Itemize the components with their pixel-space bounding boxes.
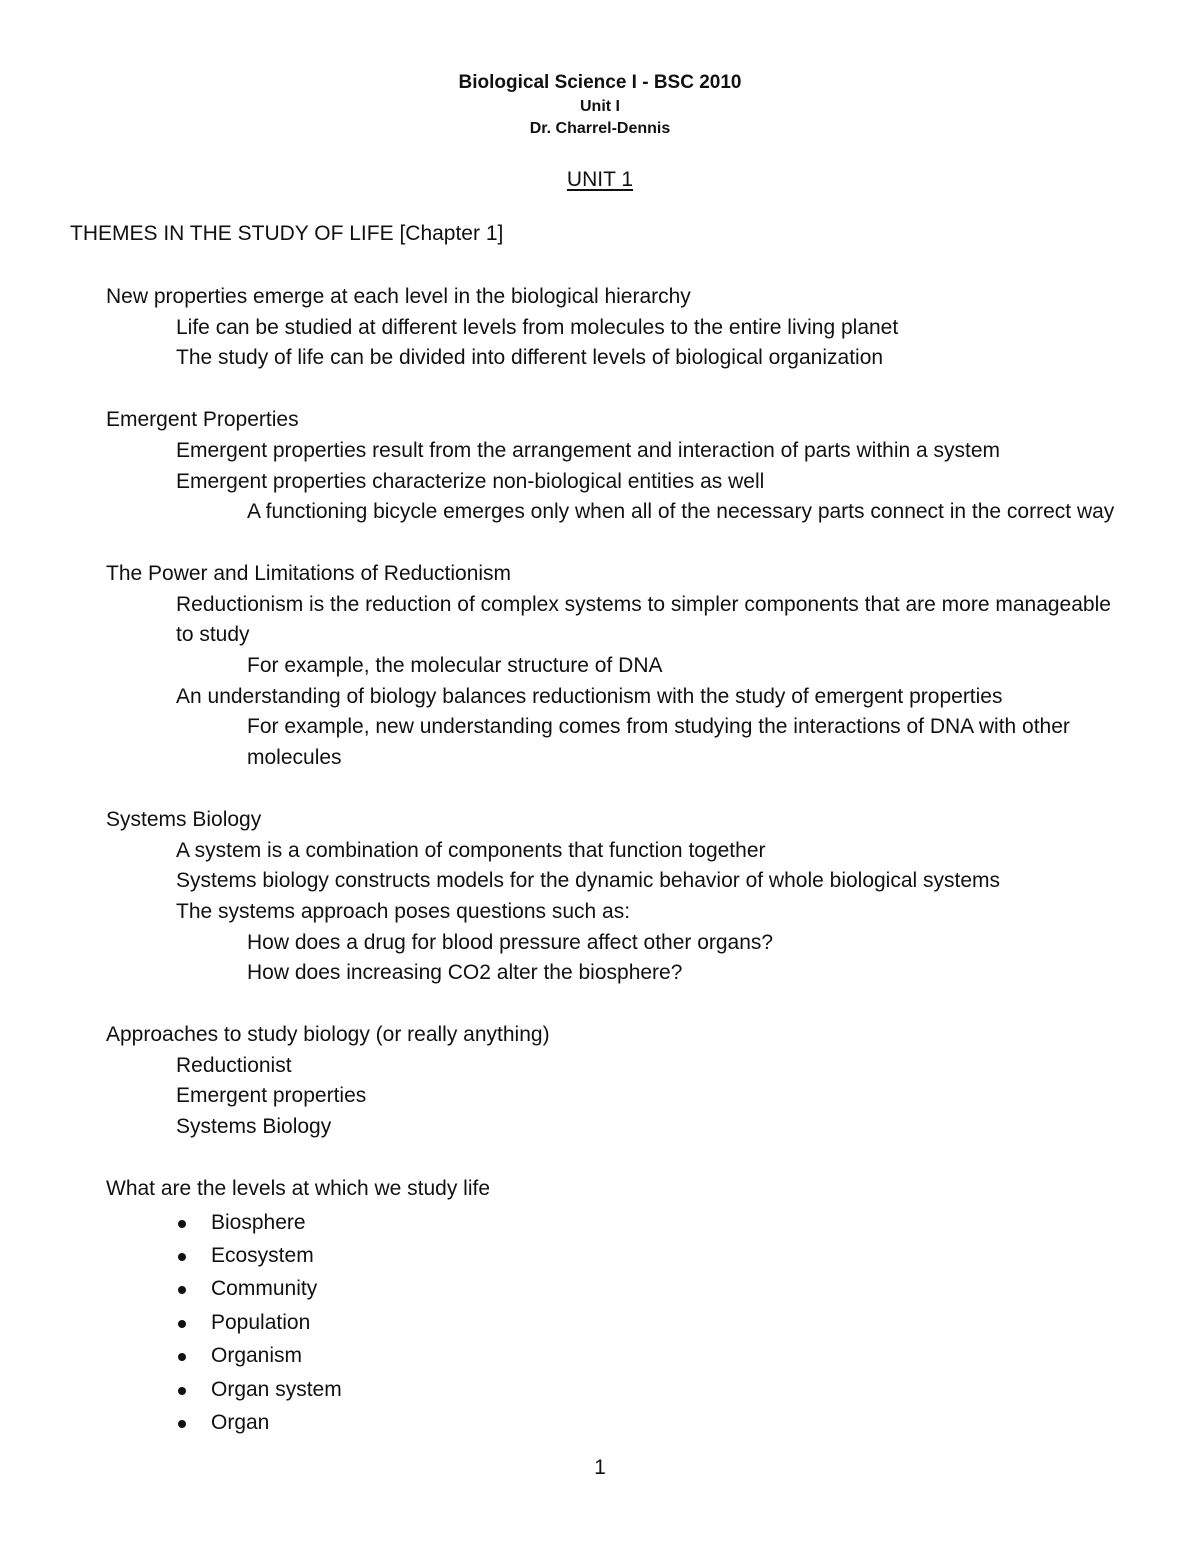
list-item-text: Emergent Properties [106, 408, 299, 432]
list-item-text: The systems approach poses questions such as: [176, 899, 631, 923]
bullet-text: Biosphere [211, 1210, 306, 1234]
section-title: THEMES IN THE STUDY OF LIFE [Chapter 1] [70, 222, 504, 245]
list-item-text: Reductionism is the reduction of complex systems to simpler components that are more manageable [176, 592, 1111, 616]
document-unit: Unit I [580, 98, 620, 115]
bullet-icon [178, 1253, 186, 1261]
list-item-text: Systems Biology [106, 807, 262, 831]
list-item-text: Systems biology constructs models for the dynamic behavior of whole biological systems [176, 869, 1001, 893]
list-item-text: molecules [247, 746, 342, 770]
list-item-text: How does increasing CO2 alter the biosphere? [247, 961, 683, 985]
list-item-text: Approaches to study biology (or really anything) [106, 1023, 550, 1046]
list-item-text: An understanding of biology balances reductionism with the study of emergent properties [176, 684, 1003, 708]
list-item-text: Life can be studied at different levels from molecules to the entire living planet [176, 315, 899, 339]
list-item-text: A system is a combination of components that function together [176, 838, 766, 862]
list-item-text: How does a drug for blood pressure affect other organs? [247, 930, 774, 954]
bullet-text: Organism [211, 1344, 303, 1368]
bullet-icon [178, 1320, 186, 1328]
bullet-text: Community [211, 1277, 318, 1301]
bullet-icon [178, 1387, 186, 1395]
list-item-text: Emergent properties result from the arrangement and interaction of parts within a system [176, 438, 1001, 462]
page-number: 1 [594, 1456, 606, 1479]
document-title: Biological Science I - BSC 2010 [458, 72, 742, 93]
bullet-icon [178, 1420, 186, 1428]
bullet-icon [178, 1286, 186, 1294]
unit-heading: UNIT 1 [566, 168, 634, 191]
list-item-text: The Power and Limitations of Reductionism [106, 561, 512, 585]
document-instructor: Dr. Charrel-Dennis [529, 120, 671, 137]
list-item-text: Systems Biology [176, 1115, 332, 1139]
list-item-text: For example, new understanding comes from studying the interactions of DNA with other [247, 715, 1070, 739]
list-item-text: Emergent properties [176, 1084, 367, 1108]
bullet-text: Organ system [211, 1377, 342, 1401]
list-item-text: to study [176, 623, 250, 647]
list-item-text: What are the levels at which we study life [106, 1176, 491, 1200]
bullet-icon [178, 1220, 186, 1228]
list-item-text: A functioning bicycle emerges only when all of the necessary parts connect in the correct way [247, 500, 1115, 524]
list-item-text: For example, the molecular structure of DNA [247, 654, 663, 677]
bullet-text: Population [211, 1310, 311, 1334]
list-item-text: The study of life can be divided into different levels of biological organization [176, 346, 884, 370]
bullet-icon [178, 1353, 186, 1361]
bullet-text: Organ [211, 1410, 270, 1434]
bullet-text: Ecosystem [211, 1243, 314, 1267]
list-item-text: New properties emerge at each level in the biological hierarchy [106, 285, 691, 308]
list-item-text: Emergent properties characterize non-biological entities as well [176, 469, 765, 493]
list-item-text: Reductionist [176, 1053, 292, 1077]
